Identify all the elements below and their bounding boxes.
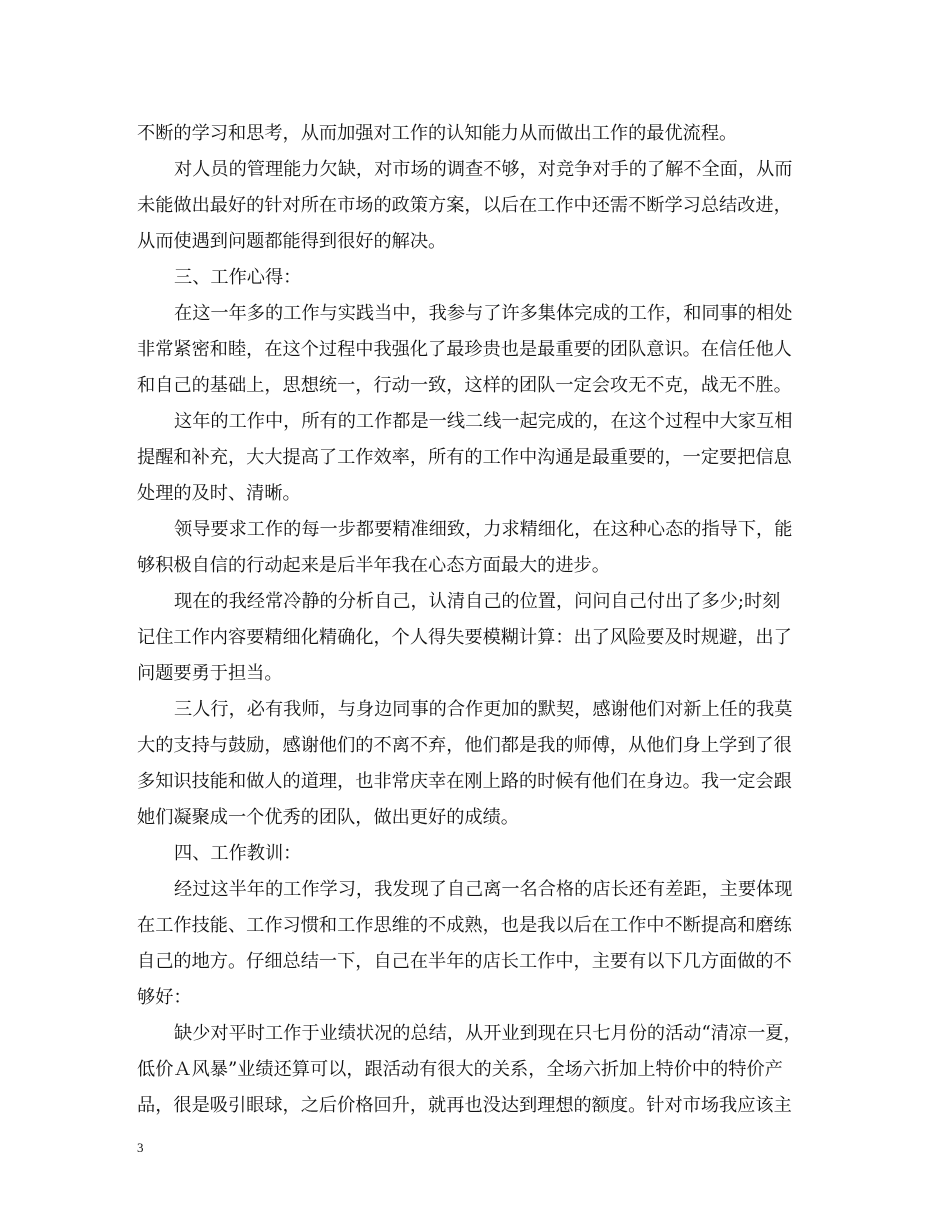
- paragraph-start-line: 在这一年多的工作与实践当中，我参与了许多集体完成的工作，和同事的相处: [174, 303, 793, 324]
- page-number: 3: [137, 1140, 144, 1155]
- text-line: 在工作技能、工作习惯和工作思维的不成熟，也是我以后在工作中不断提高和磨练: [137, 915, 792, 936]
- paragraph-start-line: 三人行，必有我师，与身边同事的合作更加的默契，感谢他们对新上任的我莫: [174, 699, 793, 720]
- paragraph-start-line: 对人员的管理能力欠缺，对市场的调查不够，对竞争对手的了解不全面，从而: [174, 159, 793, 180]
- text-line: 未能做出最好的针对所在市场的政策方案，以后在工作中还需不断学习总结改进，: [137, 195, 792, 216]
- paragraph-start-line: 现在的我经常冷静的分析自己，认清自己的位置，问问自己付出了多少;时刻: [174, 591, 781, 612]
- text-line: 提醒和补充，大大提高了工作效率，所有的工作中沟通是最重要的，一定要把信息: [137, 447, 792, 468]
- paragraph-start-line: 这年的工作中，所有的工作都是一线二线一起完成的，在这个过程中大家互相: [174, 411, 793, 432]
- text-line: 问题要勇于担当。: [137, 663, 283, 684]
- text-line: 记住工作内容要精细化精确化，个人得失要模糊计算：出了风险要及时规避，出了: [137, 627, 792, 648]
- body-text: [137, 116, 817, 1124]
- text-line: 自己的地方。仔细总结一下，自己在半年的店长工作中，主要有以下几方面做的不: [137, 951, 792, 972]
- text-line: 不断的学习和思考，从而加强对工作的认知能力从而做出工作的最优流程。: [137, 123, 738, 144]
- text-line: 大的支持与鼓励，感谢他们的不离不弃，他们都是我的师傅，从他们身上学到了很: [137, 735, 792, 756]
- text-line: 多知识技能和做人的道理，也非常庆幸在刚上路的时候有他们在身边。我一定会跟: [137, 771, 792, 792]
- text-line: 非常紧密和睦，在这个过程中我强化了最珍贵也是最重要的团队意识。在信任他人: [137, 339, 792, 360]
- text-line: 品，很是吸引眼球，之后价格回升，就再也没达到理想的额度。针对市场我应该主: [137, 1095, 792, 1116]
- paragraph-start-line: 领导要求工作的每一步都要精准细致，力求精细化，在这种心态的指导下，能: [174, 519, 793, 540]
- paragraph-start-line: 缺少对平时工作于业绩状况的总结，从开业到现在只七月份的活动“清凉一夏，: [174, 1023, 802, 1044]
- text-line: 低价Ａ风暴”业绩还算可以，跟活动有很大的关系，全场六折加上特价中的特价产: [137, 1059, 783, 1080]
- section-heading: 四、工作教训：: [174, 843, 302, 864]
- paragraph-start-line: 经过这半年的工作学习，我发现了自己离一名合格的店长还有差距，主要体现: [174, 879, 793, 900]
- text-line: 和自己的基础上，思想统一，行动一致，这样的团队一定会攻无不克，战无不胜。: [137, 375, 792, 396]
- section-heading: 三、工作心得：: [174, 267, 302, 288]
- text-line: 从而使遇到问题都能得到很好的解决。: [137, 231, 447, 252]
- text-line: 够好：: [137, 987, 192, 1008]
- text-line: 处理的及时、清晰。: [137, 483, 301, 504]
- text-line: 她们凝聚成一个优秀的团队，做出更好的成绩。: [137, 807, 519, 828]
- text-line: 够积极自信的行动起来是后半年我在心态方面最大的进步。: [137, 555, 610, 576]
